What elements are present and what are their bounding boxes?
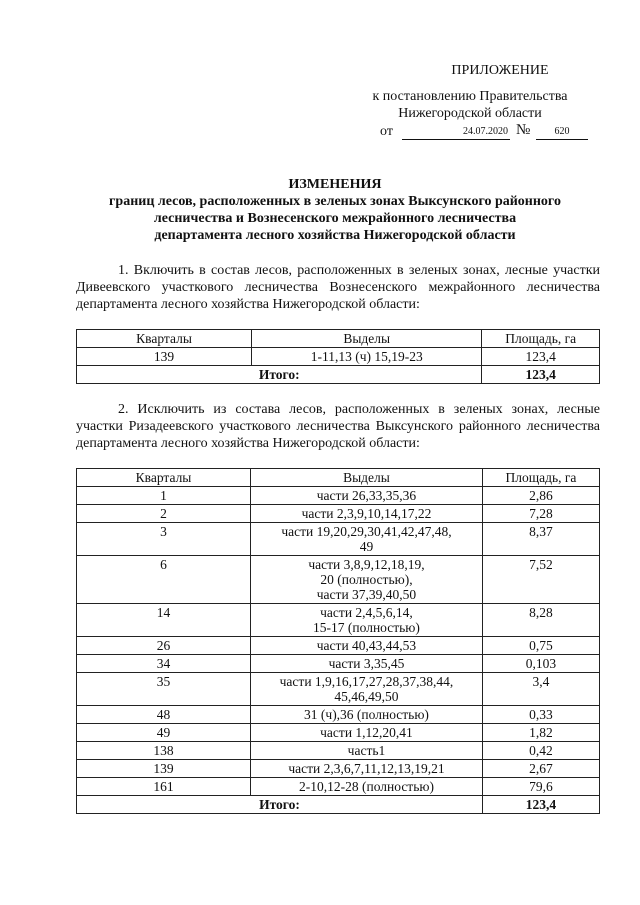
table-row: [77, 604, 600, 637]
header-area: Площадь, га: [482, 330, 600, 348]
table-row: [77, 724, 600, 742]
cell-vydely: [251, 778, 483, 796]
cell-area: 79,6: [482, 778, 599, 796]
total-label: Итого:: [77, 796, 483, 814]
section-2-table: [76, 468, 600, 814]
cell-kvartal: 139: [77, 348, 252, 366]
cell-kvartal: 6: [77, 556, 251, 604]
table-row: [77, 760, 600, 778]
table-row: [77, 505, 600, 523]
cell-vydely: [251, 523, 483, 556]
cell-area: 123,4: [482, 348, 600, 366]
table-row: [77, 742, 600, 760]
cell-vydely: [251, 556, 483, 604]
table-row: [77, 348, 600, 366]
cell-area: 0,103: [482, 655, 599, 673]
vydely-line: части 3,35,45: [328, 656, 405, 671]
cell-area: 3,4: [482, 673, 599, 706]
cell-kvartal: 139: [77, 760, 251, 778]
cell-area: 8,37: [482, 523, 599, 556]
vydely-line: 20 (полностью),: [320, 572, 413, 587]
cell-kvartal: 2: [77, 505, 251, 523]
cell-area: 0,33: [482, 706, 599, 724]
table-row: [77, 556, 600, 604]
vydely-line: части 1,9,16,17,27,28,37,38,44,: [279, 674, 454, 689]
heading-line-3: лесничества и Вознесенского межрайонного лесничества: [153, 211, 517, 226]
from-label: от: [380, 124, 393, 139]
appendix-resolution-line: к постановлению Правительства: [372, 89, 568, 104]
vydely-line: части 40,43,44,53: [316, 638, 417, 653]
cell-vydely: [251, 637, 483, 655]
document-heading: [70, 176, 600, 244]
section-1-text: 1. Включить в состав лесов, расположенных в зеленых зонах, лесные участки Дивеевского участкового лесничества Вознесенского межрайонного лесничества департамента лесного хозяйства Нижегородской области:: [76, 263, 600, 312]
number-sign: №: [516, 122, 531, 138]
cell-vydely: [251, 724, 483, 742]
cell-kvartal: 14: [77, 604, 251, 637]
cell-kvartal: 48: [77, 706, 251, 724]
cell-kvartal: 161: [77, 778, 251, 796]
table-total-row: [77, 796, 600, 814]
cell-vydely: [251, 706, 483, 724]
cell-vydely: [251, 604, 483, 637]
appendix-title: ПРИЛОЖЕНИЕ: [451, 63, 549, 78]
table-row: [77, 523, 600, 556]
cell-area: 2,67: [482, 760, 599, 778]
heading-line-4: департамента лесного хозяйства Нижегородской области: [154, 228, 516, 243]
cell-vydely: [251, 673, 483, 706]
vydely-line: 15-17 (полностью): [313, 620, 420, 635]
cell-vydely: [251, 742, 483, 760]
cell-kvartal: 138: [77, 742, 251, 760]
heading-title: ИЗМЕНЕНИЯ: [288, 177, 382, 192]
vydely-line: 31 (ч),36 (полностью): [304, 707, 429, 722]
cell-area: 1,82: [482, 724, 599, 742]
cell-kvartal: 34: [77, 655, 251, 673]
header-kvartaly: Кварталы: [77, 469, 251, 487]
cell-vydely: [251, 505, 483, 523]
vydely-line: части 26,33,35,36: [316, 488, 417, 503]
vydely-line: часть1: [347, 743, 386, 758]
vydely-line: части 3,8,9,12,18,19,: [308, 557, 425, 572]
header-area: Площадь, га: [482, 469, 599, 487]
header-vydely: Выделы: [252, 330, 482, 348]
total-value: 123,4: [482, 366, 600, 384]
cell-kvartal: 26: [77, 637, 251, 655]
cell-vydely: [251, 760, 483, 778]
table-row: [77, 778, 600, 796]
vydely-line: части 1,12,20,41: [320, 725, 413, 740]
cell-vydely: 1-11,13 (ч) 15,19-23: [252, 348, 482, 366]
table-row: [77, 655, 600, 673]
vydely-line: части 37,39,40,50: [316, 587, 417, 602]
table-row: [77, 706, 600, 724]
cell-area: 0,75: [482, 637, 599, 655]
cell-kvartal: 49: [77, 724, 251, 742]
cell-area: 7,52: [482, 556, 599, 604]
cell-vydely: [251, 487, 483, 505]
cell-area: 2,86: [482, 487, 599, 505]
vydely-line: части 2,4,5,6,14,: [320, 605, 413, 620]
cell-area: 0,42: [482, 742, 599, 760]
vydely-line: части 2,3,6,7,11,12,13,19,21: [288, 761, 445, 776]
resolution-number: 620: [536, 125, 588, 140]
cell-kvartal: 1: [77, 487, 251, 505]
heading-line-2: границ лесов, расположенных в зеленых зонах Выксунского районного: [109, 194, 561, 209]
table-row: [77, 673, 600, 706]
table-row: [77, 637, 600, 655]
vydely-line: части 2,3,9,10,14,17,22: [301, 506, 432, 521]
table-header-row: [77, 469, 600, 487]
total-label: Итого:: [77, 366, 482, 384]
table-row: [77, 487, 600, 505]
appendix-region-line: Нижегородской области: [398, 106, 542, 121]
vydely-line: 49: [359, 539, 374, 554]
cell-kvartal: 35: [77, 673, 251, 706]
table-header-row: [77, 330, 600, 348]
vydely-line: 45,46,49,50: [334, 689, 399, 704]
section-2-text: 2. Исключить из состава лесов, расположенных в зеленых зонах, лесные участки Ризадеевского участкового лесничества Выксунского районного лесничества департамента лесного хозяйства Нижегородской области:: [76, 402, 600, 451]
cell-area: 7,28: [482, 505, 599, 523]
table-total-row: [77, 366, 600, 384]
total-value: 123,4: [482, 796, 599, 814]
cell-vydely: [251, 655, 483, 673]
cell-kvartal: 3: [77, 523, 251, 556]
resolution-date: 24.07.2020: [402, 125, 510, 140]
header-kvartaly: Кварталы: [77, 330, 252, 348]
section-1-table: [76, 329, 600, 384]
appendix-date-line: [380, 123, 610, 141]
vydely-line: части 19,20,29,30,41,42,47,48,: [281, 524, 452, 539]
header-vydely: Выделы: [251, 469, 483, 487]
cell-area: 8,28: [482, 604, 599, 637]
vydely-line: 2-10,12-28 (полностью): [298, 779, 434, 794]
